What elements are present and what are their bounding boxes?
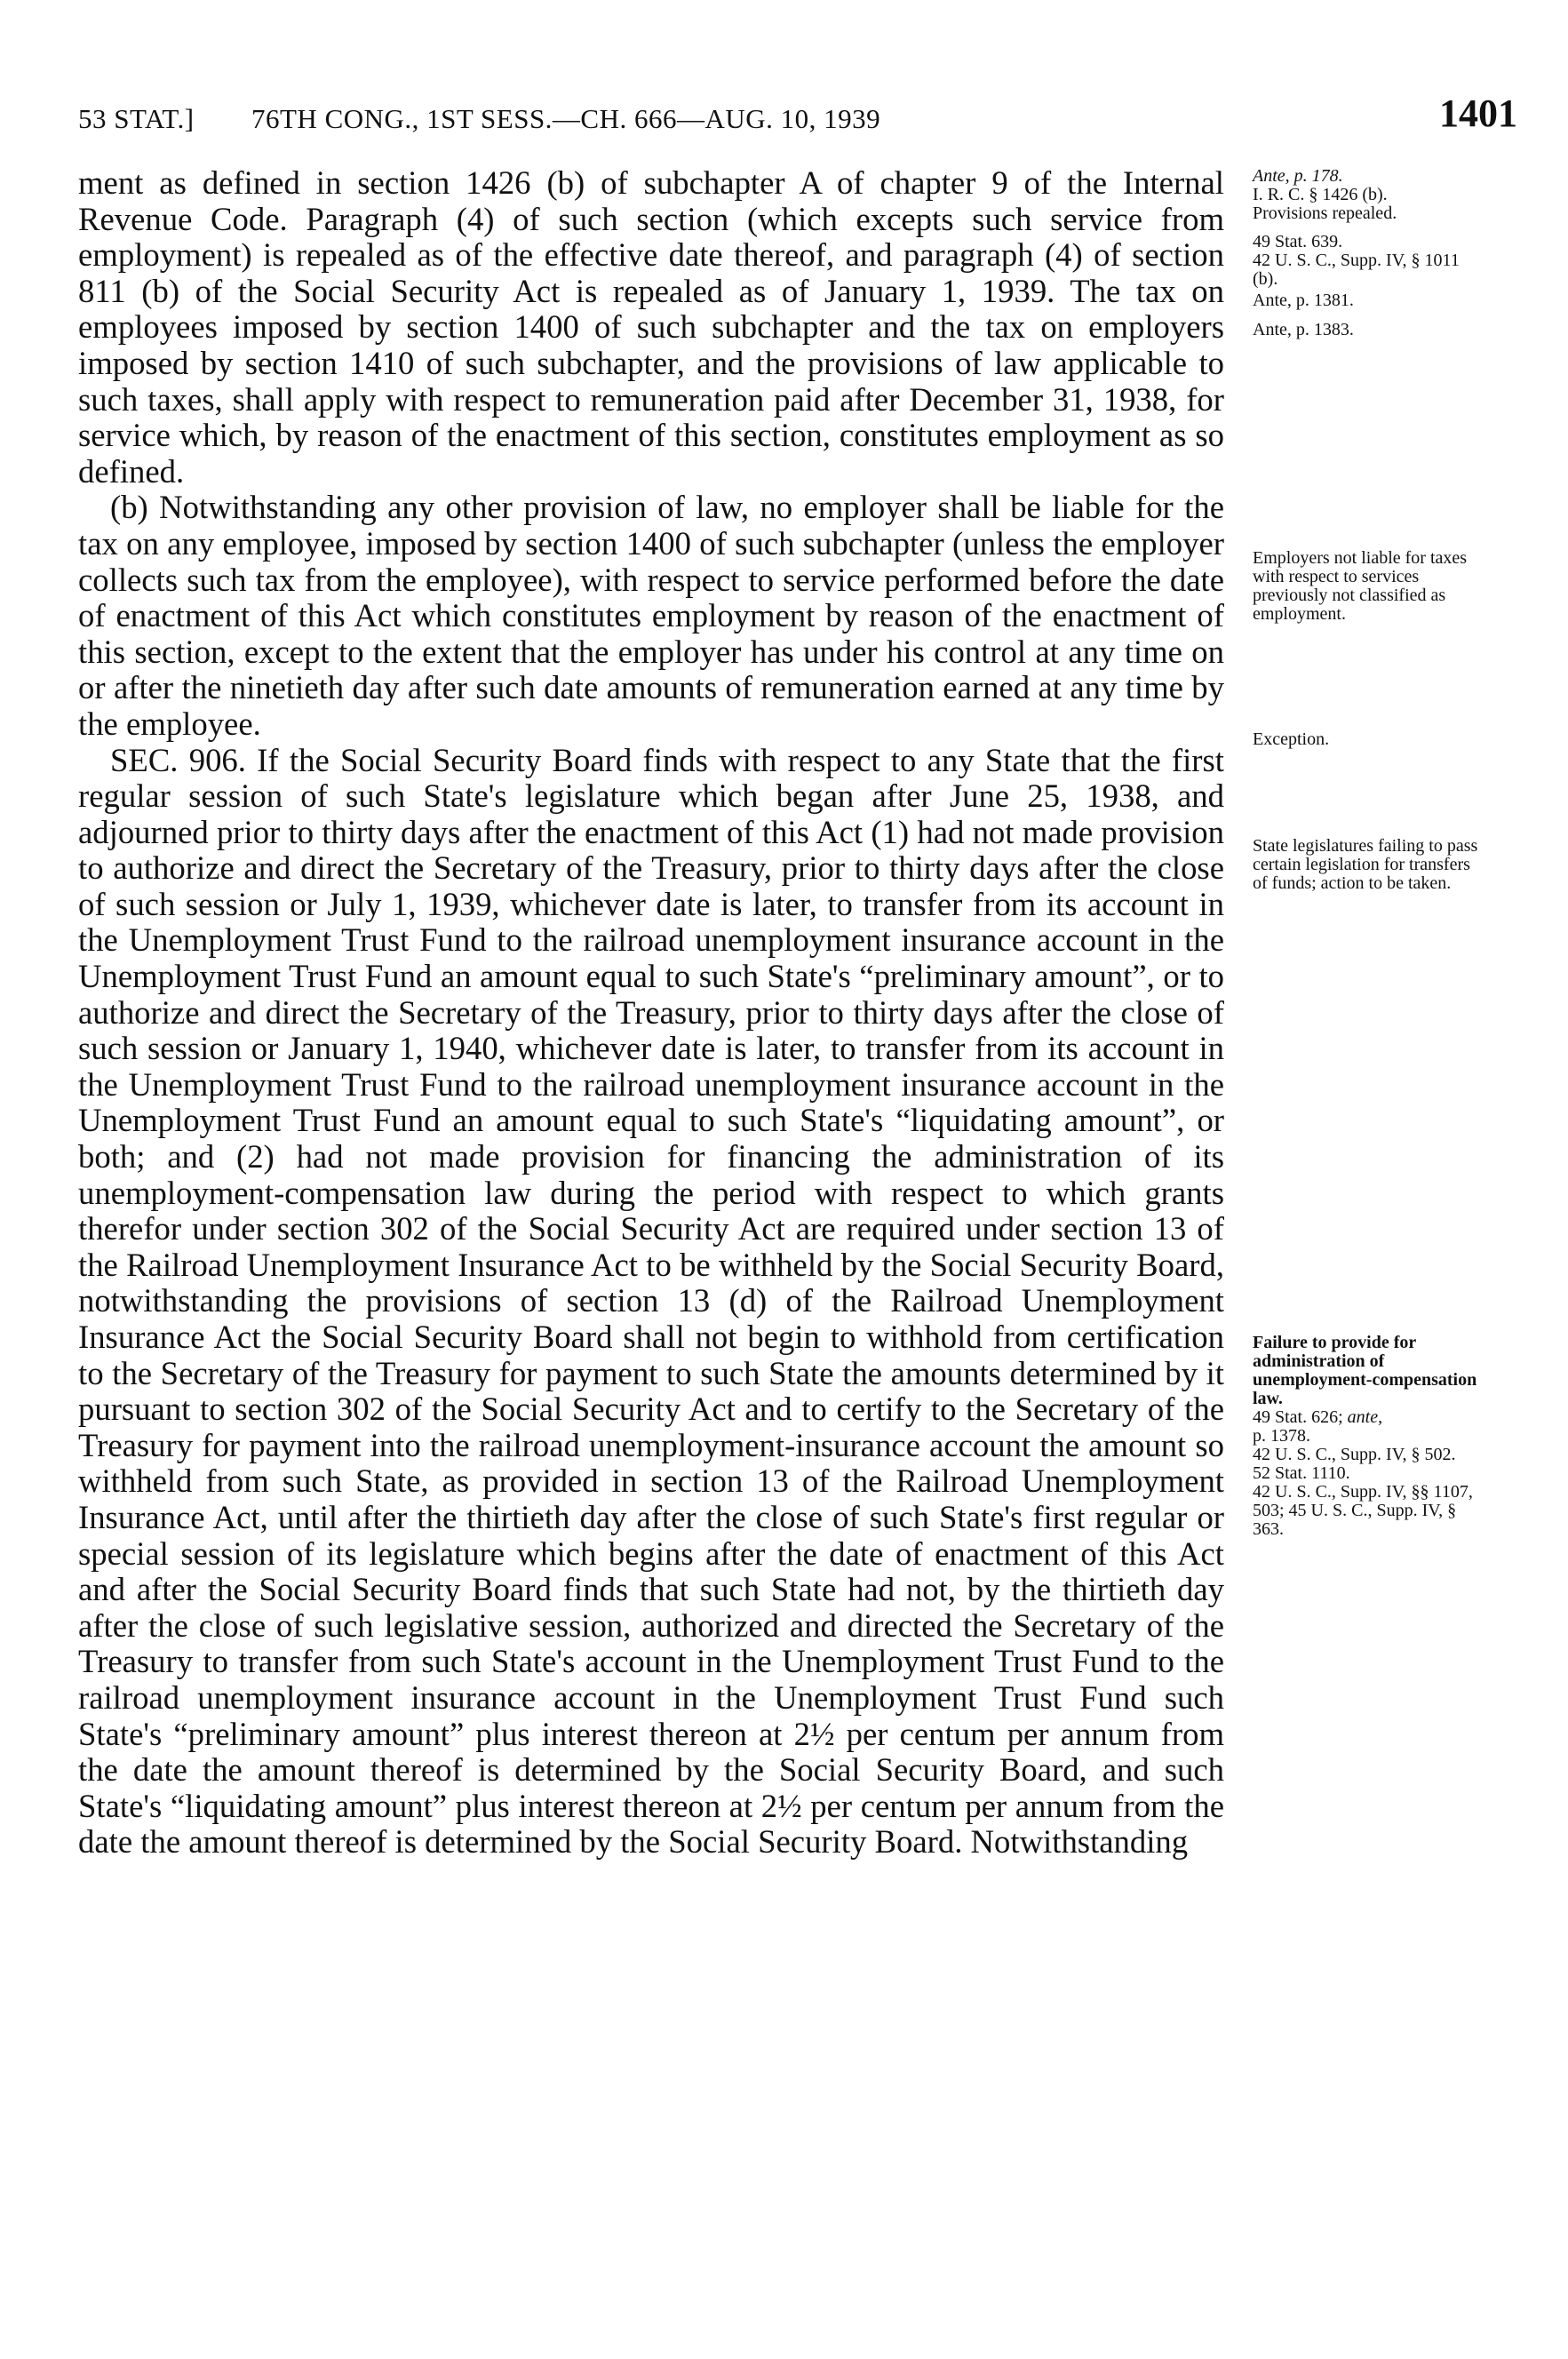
margin-note-ante-1381: Ante, p. 1381. — [1253, 291, 1354, 310]
stat-reference: 49 Stat. 626; ante, — [1253, 1407, 1383, 1427]
paragraph-continuation: ment as defined in section 1426 (b) of subchapter A of chapter 9 of the Internal Revenue Code. Paragraph (4) of such section (which excepts such service from employment) is repealed as of the effective date thereof, and paragraph (4) of section 811 (b) of the Social Security Act is repealed as of January 1, 1939. The tax on employees imposed by section 1400 of such subchapter and the tax on employers imposed by section 1410 of such subchapter, and the provisions of law applicable to such taxes, shall apply with respect to remuneration paid after December 31, 1938, for service which, by reason of the enactment of this section, constitutes employment as so defined. — [78, 164, 1224, 490]
margin-note-exception: Exception. — [1253, 729, 1330, 749]
page-number: 1401 — [1439, 92, 1517, 135]
stat-reference: 49 Stat. 639. — [1253, 232, 1343, 251]
margin-note-provisions-repealed — [1253, 167, 1488, 223]
paragraph-subsection-b: (b) Notwithstanding any other provision of law, no employer shall be liable for the tax on any employee, imposed by section 1400 of such subchapter (unless the employer collects such tax from the employee), with respect to service performed before the date of enactment of this Act which constitutes employment by reason of the enactment of this section, except to the extent that the employer has under his control at any time on or after the ninetieth day after such date amounts of remuneration earned at any time by the employee. — [78, 489, 1224, 742]
note-label: Provisions repealed. — [1253, 203, 1397, 223]
session-chapter-date: 76TH CONG., 1ST SESS.—CH. 666—AUG. 10, 1939 — [251, 103, 881, 134]
margin-note-failure-to-provide — [1253, 1334, 1488, 1539]
ante-reference: Ante, p. 178. — [1253, 166, 1343, 186]
page-reference: p. 1378. — [1253, 1426, 1310, 1446]
statute-volume: 53 STAT.] — [78, 103, 195, 134]
usc-citation-2: 42 U. S. C., Supp. IV, §§ 1107, 503; 45 U. S. C., Supp. IV, § 363. — [1253, 1482, 1473, 1539]
usc-citation: 42 U. S. C., Supp. IV, § 1011 (b). — [1253, 251, 1460, 289]
note-label: Failure to provide for administration of unemployment-compensation law. — [1253, 1333, 1477, 1408]
margin-note-stat-citation — [1253, 233, 1488, 289]
running-header — [78, 91, 1517, 144]
stat-reference-2: 52 Stat. 1110. — [1253, 1463, 1350, 1483]
citation: I. R. C. § 1426 (b). — [1253, 185, 1388, 204]
margin-note-state-legislatures: State legislatures failing to pass certain legislation for transfers of funds; action to be taken. — [1253, 836, 1478, 893]
usc-citation: 42 U. S. C., Supp. IV, § 502. — [1253, 1445, 1456, 1464]
margin-note-employers-not-liable: Employers not liable for taxes with respect to services previously not classified as employment. — [1253, 548, 1468, 624]
margin-note-ante-1383: Ante, p. 1383. — [1253, 320, 1354, 339]
paragraph-section-906: SEC. 906. If the Social Security Board finds with respect to any State that the first regular session of such State's legislature which began after June 25, 1938, and adjourned prior to thirty days after the enactment of this Act (1) had not made provision to authorize and direct the Secretary of the Treasury, prior to thirty days after the close of such session or July 1, 1939, whichever date is later, to transfer from its account in the Unemployment Trust Fund to the railroad unemployment insurance account in the Unemployment Trust Fund an amount equal to such State's “preliminary amount”, or to authorize and direct the Secretary of the Treasury, prior to thirty days after the close of such session or January 1, 1940, whichever date is later, to transfer from its account in the Unemployment Trust Fund to the railroad unemployment insurance account in the Unemployment Trust Fund an amount equal to such State's “liquidating amount”, or both; and (2) had not made provision for financing the administration of its unemployment-compensation law during the period with respect to which grants therefor under section 302 of the Social Security Act are required under section 13 of the Railroad Unemployment Insurance Act to be withheld by the Social Security Board, notwithstanding the provisions of section 13 (d) of the Railroad Unemployment Insurance Act the Social Security Board shall not begin to withhold from certification to the Secretary of the Treasury for payment to such State the amounts determined by it pursuant to section 302 of the Social Security Act and to certify to the Secretary of the Treasury for payment into the railroad unemployment-insurance account the amount so withheld from such State, as provided in section 13 of the Railroad Unemployment Insurance Act, until after the thirtieth day after the close of such State's first regular or special session of its legislature which begins after the date of enactment of this Act and after the Social Security Board finds that such State had not, by the thirtieth day after the close of such legislative session, authorized and directed the Secretary of the Treasury to transfer from such State's account in the Unemployment Trust Fund to the railroad unemployment insurance account in the Unemployment Trust Fund such State's “preliminary amount” plus interest thereon at 2½ per centum per annum from the date the amount thereof is determined by the Social Security Board, and such State's “liquidating amount” plus interest thereon at 2½ per centum per annum from the date the amount thereof is determined by the Social Security Board. Notwithstanding — [78, 741, 1224, 1861]
main-text — [78, 165, 1224, 1861]
